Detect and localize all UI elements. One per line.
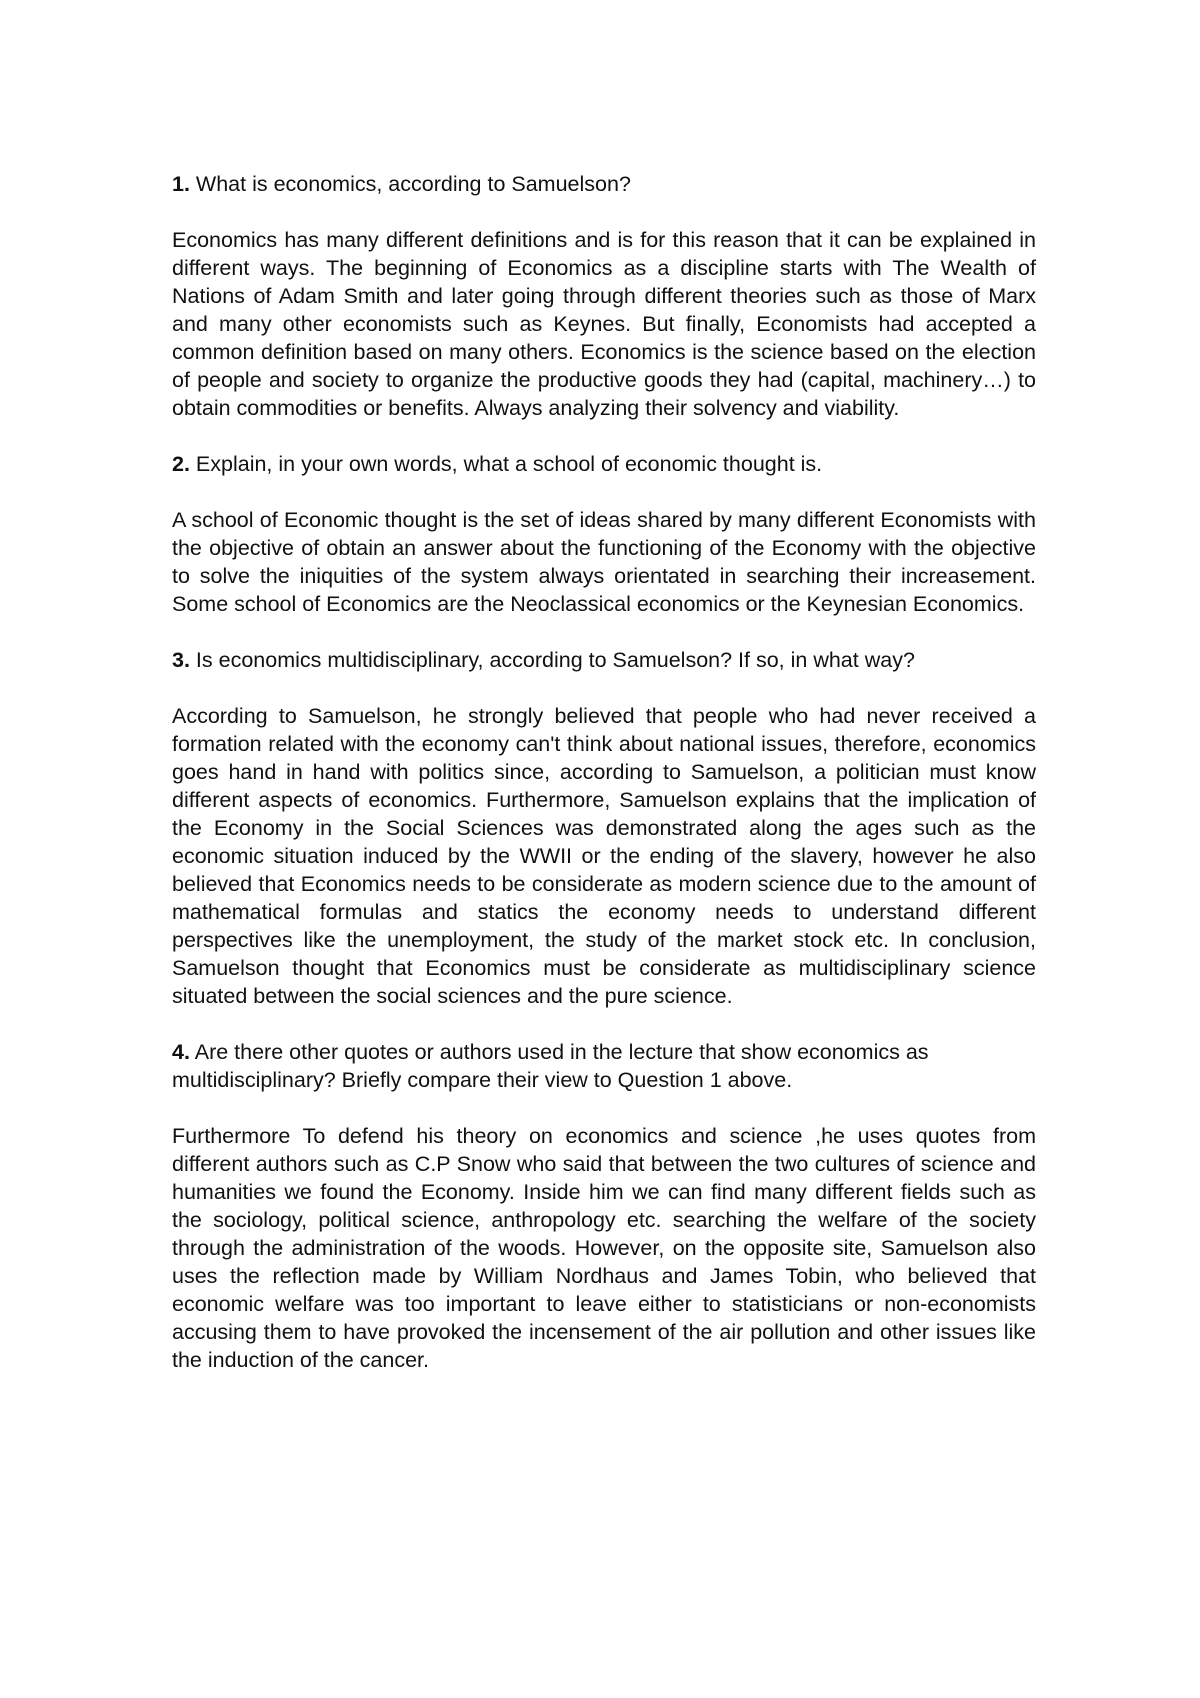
answer-1: Economics has many different definitions and is for this reason that it can be explained in different ways. The beginning of Economics as a discipline starts with The Wealth of Nations of Adam Smith and later going through different theories such as those of Marx and many other economists such as Keynes. But finally, Economists had accepted a common definition based on many others. Economics is the science based on the election of people and society to organize the productive goods they had (capital, machinery…) to obtain commodities or benefits. Always analyzing their solvency and viability. [172,228,1036,420]
question-4-number: 4. [172,1040,190,1064]
question-3-text: Is economics multidisciplinary, according to Samuelson? If so, in what way? [195,648,915,672]
question-4 [172,1038,1036,1094]
question-3 [172,646,1036,674]
question-2 [172,450,1036,478]
answer-2: A school of Economic thought is the set of ideas shared by many different Economists with the objective of obtain an answer about the functioning of the Economy with the objective to solve the iniquities of the system always orientated in searching their increasement. Some school of Economics are the Neoclassical economics or the Keynesian Economics. [172,508,1036,616]
question-2-number: 2. [172,452,190,476]
answer-4: Furthermore To defend his theory on economics and science ,he uses quotes from different authors such as C.P Snow who said that between the two cultures of science and humanities we found the Economy. Inside him we can find many different fields such as the sociology, political science, anthropology etc. searching the welfare of the society through the administration of the woods. However, on the opposite site, Samuelson also uses the reflection made by William Nordhaus and James Tobin, who believed that economic welfare was too important to leave either to statisticians or non-economists accusing them to have provoked the incensement of the air pollution and other issues like the induction of the cancer. [172,1124,1036,1372]
question-1 [172,170,1036,198]
document-page [172,170,1036,1402]
question-4-text: Are there other quotes or authors used in the lecture that show economics as multidisciplinary? Briefly compare their view to Question 1 above. [172,1040,929,1092]
answer-3: According to Samuelson, he strongly believed that people who had never received a formation related with the economy can't think about national issues, therefore, economics goes hand in hand with politics since, according to Samuelson, a politician must know different aspects of economics. Furthermore, Samuelson explains that the implication of the Economy in the Social Sciences was demonstrated along the ages such as the economic situation induced by the WWII or the ending of the slavery, however he also believed that Economics needs to be considerate as modern science due to the amount of mathematical formulas and statics the economy needs to understand different perspectives like the unemployment, the study of the market stock etc. In conclusion, Samuelson thought that Economics must be considerate as multidisciplinary science situated between the social sciences and the pure science. [172,704,1036,1008]
question-2-text: Explain, in your own words, what a school of economic thought is. [195,452,823,476]
question-1-number: 1. [172,172,190,196]
question-3-number: 3. [172,648,190,672]
question-1-text: What is economics, according to Samuelson? [195,172,631,196]
